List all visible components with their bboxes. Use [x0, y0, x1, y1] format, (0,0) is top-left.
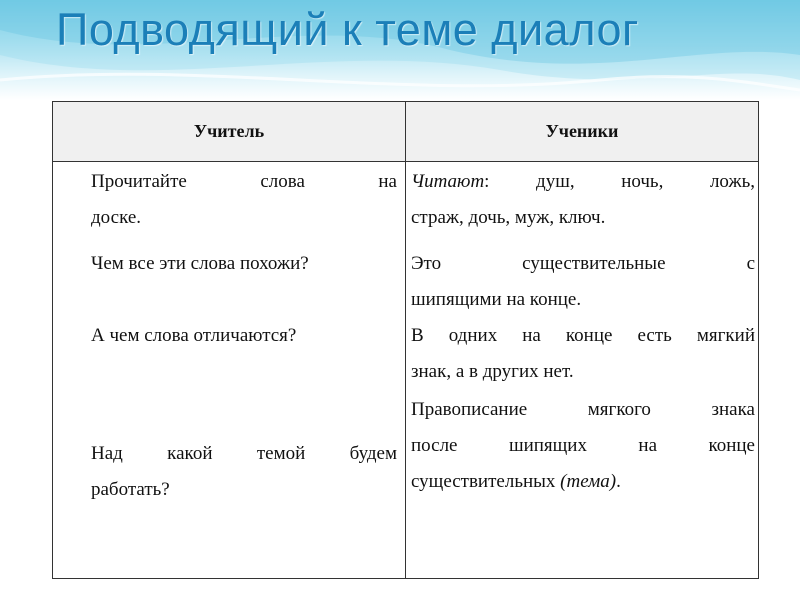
students-answer-4-italic: (тема) — [560, 471, 617, 492]
table-header-row — [53, 102, 759, 162]
students-answer-2-line-2: шипящими на конце. — [411, 289, 582, 310]
students-column-header: Ученики — [406, 102, 759, 162]
students-answer-1-italic: Читают — [411, 171, 485, 192]
students-answer-2-line-1: Это существительные с — [411, 253, 755, 274]
students-answer-4-line-2: после шипящих на конце — [411, 435, 755, 456]
students-answer-1-line-2: страж, дочь, муж, ключ. — [411, 207, 606, 228]
students-answer-4-end: . — [616, 471, 621, 492]
teacher-question-2: Чем все эти слова похожи? — [91, 253, 309, 274]
students-answer-1-rest: : душ, ночь, ложь, — [484, 171, 755, 192]
teacher-question-1-line-2: доске. — [91, 207, 142, 228]
students-answer-3-line-1: В одних на конце есть мягкий — [411, 325, 755, 346]
students-answer-4-line-1: Правописание мягкого знака — [411, 399, 755, 420]
teacher-question-3: А чем слова отличаются? — [91, 325, 297, 346]
teacher-question-4-line-1: Над какой темой будем — [91, 443, 397, 464]
table-body-row — [53, 162, 759, 579]
students-answer-4-line-3 — [411, 464, 621, 500]
students-answer-3-line-2: знак, а в других нет. — [411, 361, 574, 382]
teacher-question-4-line-2: работать? — [91, 479, 170, 500]
teacher-cell — [53, 162, 406, 579]
teacher-question-1-line-1: Прочитайте слова на — [91, 171, 397, 192]
teacher-column-header: Учитель — [53, 102, 406, 162]
students-answer-1-line-1 — [411, 164, 755, 200]
students-cell — [406, 162, 759, 579]
slide-title: Подводящий к теме диалог — [56, 4, 639, 55]
header-band — [0, 0, 800, 100]
students-answer-4-start: существительных — [411, 471, 561, 492]
dialog-table — [52, 101, 759, 579]
